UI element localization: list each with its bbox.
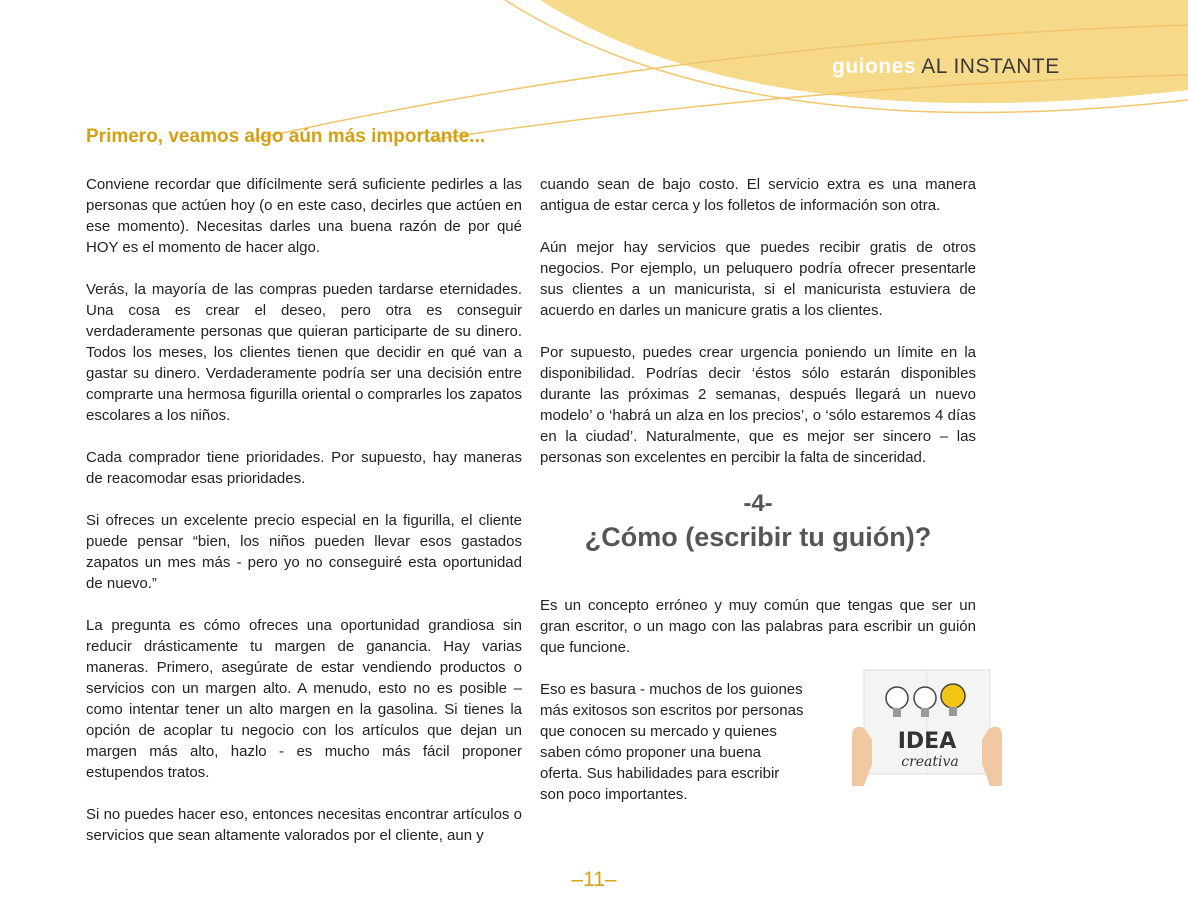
paragraph: Eso es basura - muchos de los guiones más exitosos son escritos por personas que conocen su mercado y quienes saben cómo proponer una buena oferta. Sus habilidades para escribir son poco importantes. [540, 681, 804, 803]
section-title: ¿Cómo (escribir tu guión)? [584, 522, 932, 552]
paragraph: Aún mejor hay servicios que puedes recibir gratis de otros negocios. Por ejemplo, un peluquero podría ofrecer presentarle sus clientes a un manicurista, si el manicurista estuviera de acuerdo en darles un manicure gratis a los clientes. [540, 239, 976, 319]
brand-light: AL INSTANTE [921, 55, 1060, 78]
paragraph: Por supuesto, puedes crear urgencia poniendo un límite en la disponibilidad. Podrías decir ‘éstos sólo estarán disponibles durante las próximas 2 semanas, después llegará un nuevo modelo’ o ‘habrá un alza en los precios’, o ‘sólo estaremos 4 días en la ciudad’. Naturalmente, que es mejor ser sincero – las personas son excelentes en percibir la falta de sinceridad. [540, 344, 976, 466]
paragraph: cuando sean de bajo costo. El servicio extra es una manera antigua de estar cerca y los folletos de información son otra. [540, 176, 976, 214]
left-column [86, 174, 522, 867]
right-hand-icon [982, 727, 1002, 786]
paragraph: La pregunta es cómo ofreces una oportunidad grandiosa sin reducir drásticamente tu margen de ganancia. Hay varias maneras. Primero, asegúrate de estar vendiendo productos o servicios con un margen alto. A menudo, esto no es posible – como intentar tener un alto margen en la gasolina. Si tienes la opción de acoplar tu negocio con los artículos que dejan un margen más alto, hazlo - es mucho más fácil proponer estupendos tratos. [86, 617, 522, 781]
illustration-word-creativa: creativa [901, 754, 959, 770]
page-number: –11– [571, 868, 617, 891]
section-number: -4- [743, 490, 773, 517]
left-hand-icon [852, 727, 872, 786]
paragraph: Cada comprador tiene prioridades. Por supuesto, hay maneras de reacomodar esas prioridades. [86, 449, 522, 487]
paragraph: Es un concepto erróneo y muy común que tengas que ser un gran escritor, o un mago con las palabras para escribir un guión que funcione. [540, 597, 976, 656]
paragraph: Conviene recordar que difícilmente será suficiente pedirles a las personas que actúen hoy (o en este caso, decirles que actúen en ese momento). Necesitas darles una buena razón de por qué HOY es el momento de hacer algo. [86, 176, 522, 256]
paragraph: Verás, la mayoría de las compras pueden tardarse eternidades. Una cosa es crear el deseo, pero otra es conseguir verdaderamente personas que quieran participarte de su dinero. Todos los meses, los clientes tienen que decidir en qué van a gastar su dinero. Verdaderamente podría ser una decisión entre comprarte una hermosa figurilla oriental o comprarles los zapatos escolares a los niños. [86, 281, 522, 424]
paragraph: Si ofreces un excelente precio especial en la figurilla, el cliente puede pensar “bien, los niños pueden llevar esos gastados zapatos un mes más - pero yo no conseguiré esta oportunidad de nuevo.” [86, 512, 522, 592]
idea-creativa-illustration [852, 668, 1002, 790]
illustration-word-idea: IDEA [897, 729, 957, 754]
page-heading: Primero, veamos algo aún más importante... [86, 126, 486, 147]
brand-bold: guiones [832, 55, 917, 78]
brand-title [832, 55, 1060, 79]
paragraph: Si no puedes hacer eso, entonces necesitas encontrar artículos o servicios que sean altamente valorados por el cliente, aun y [86, 806, 522, 844]
